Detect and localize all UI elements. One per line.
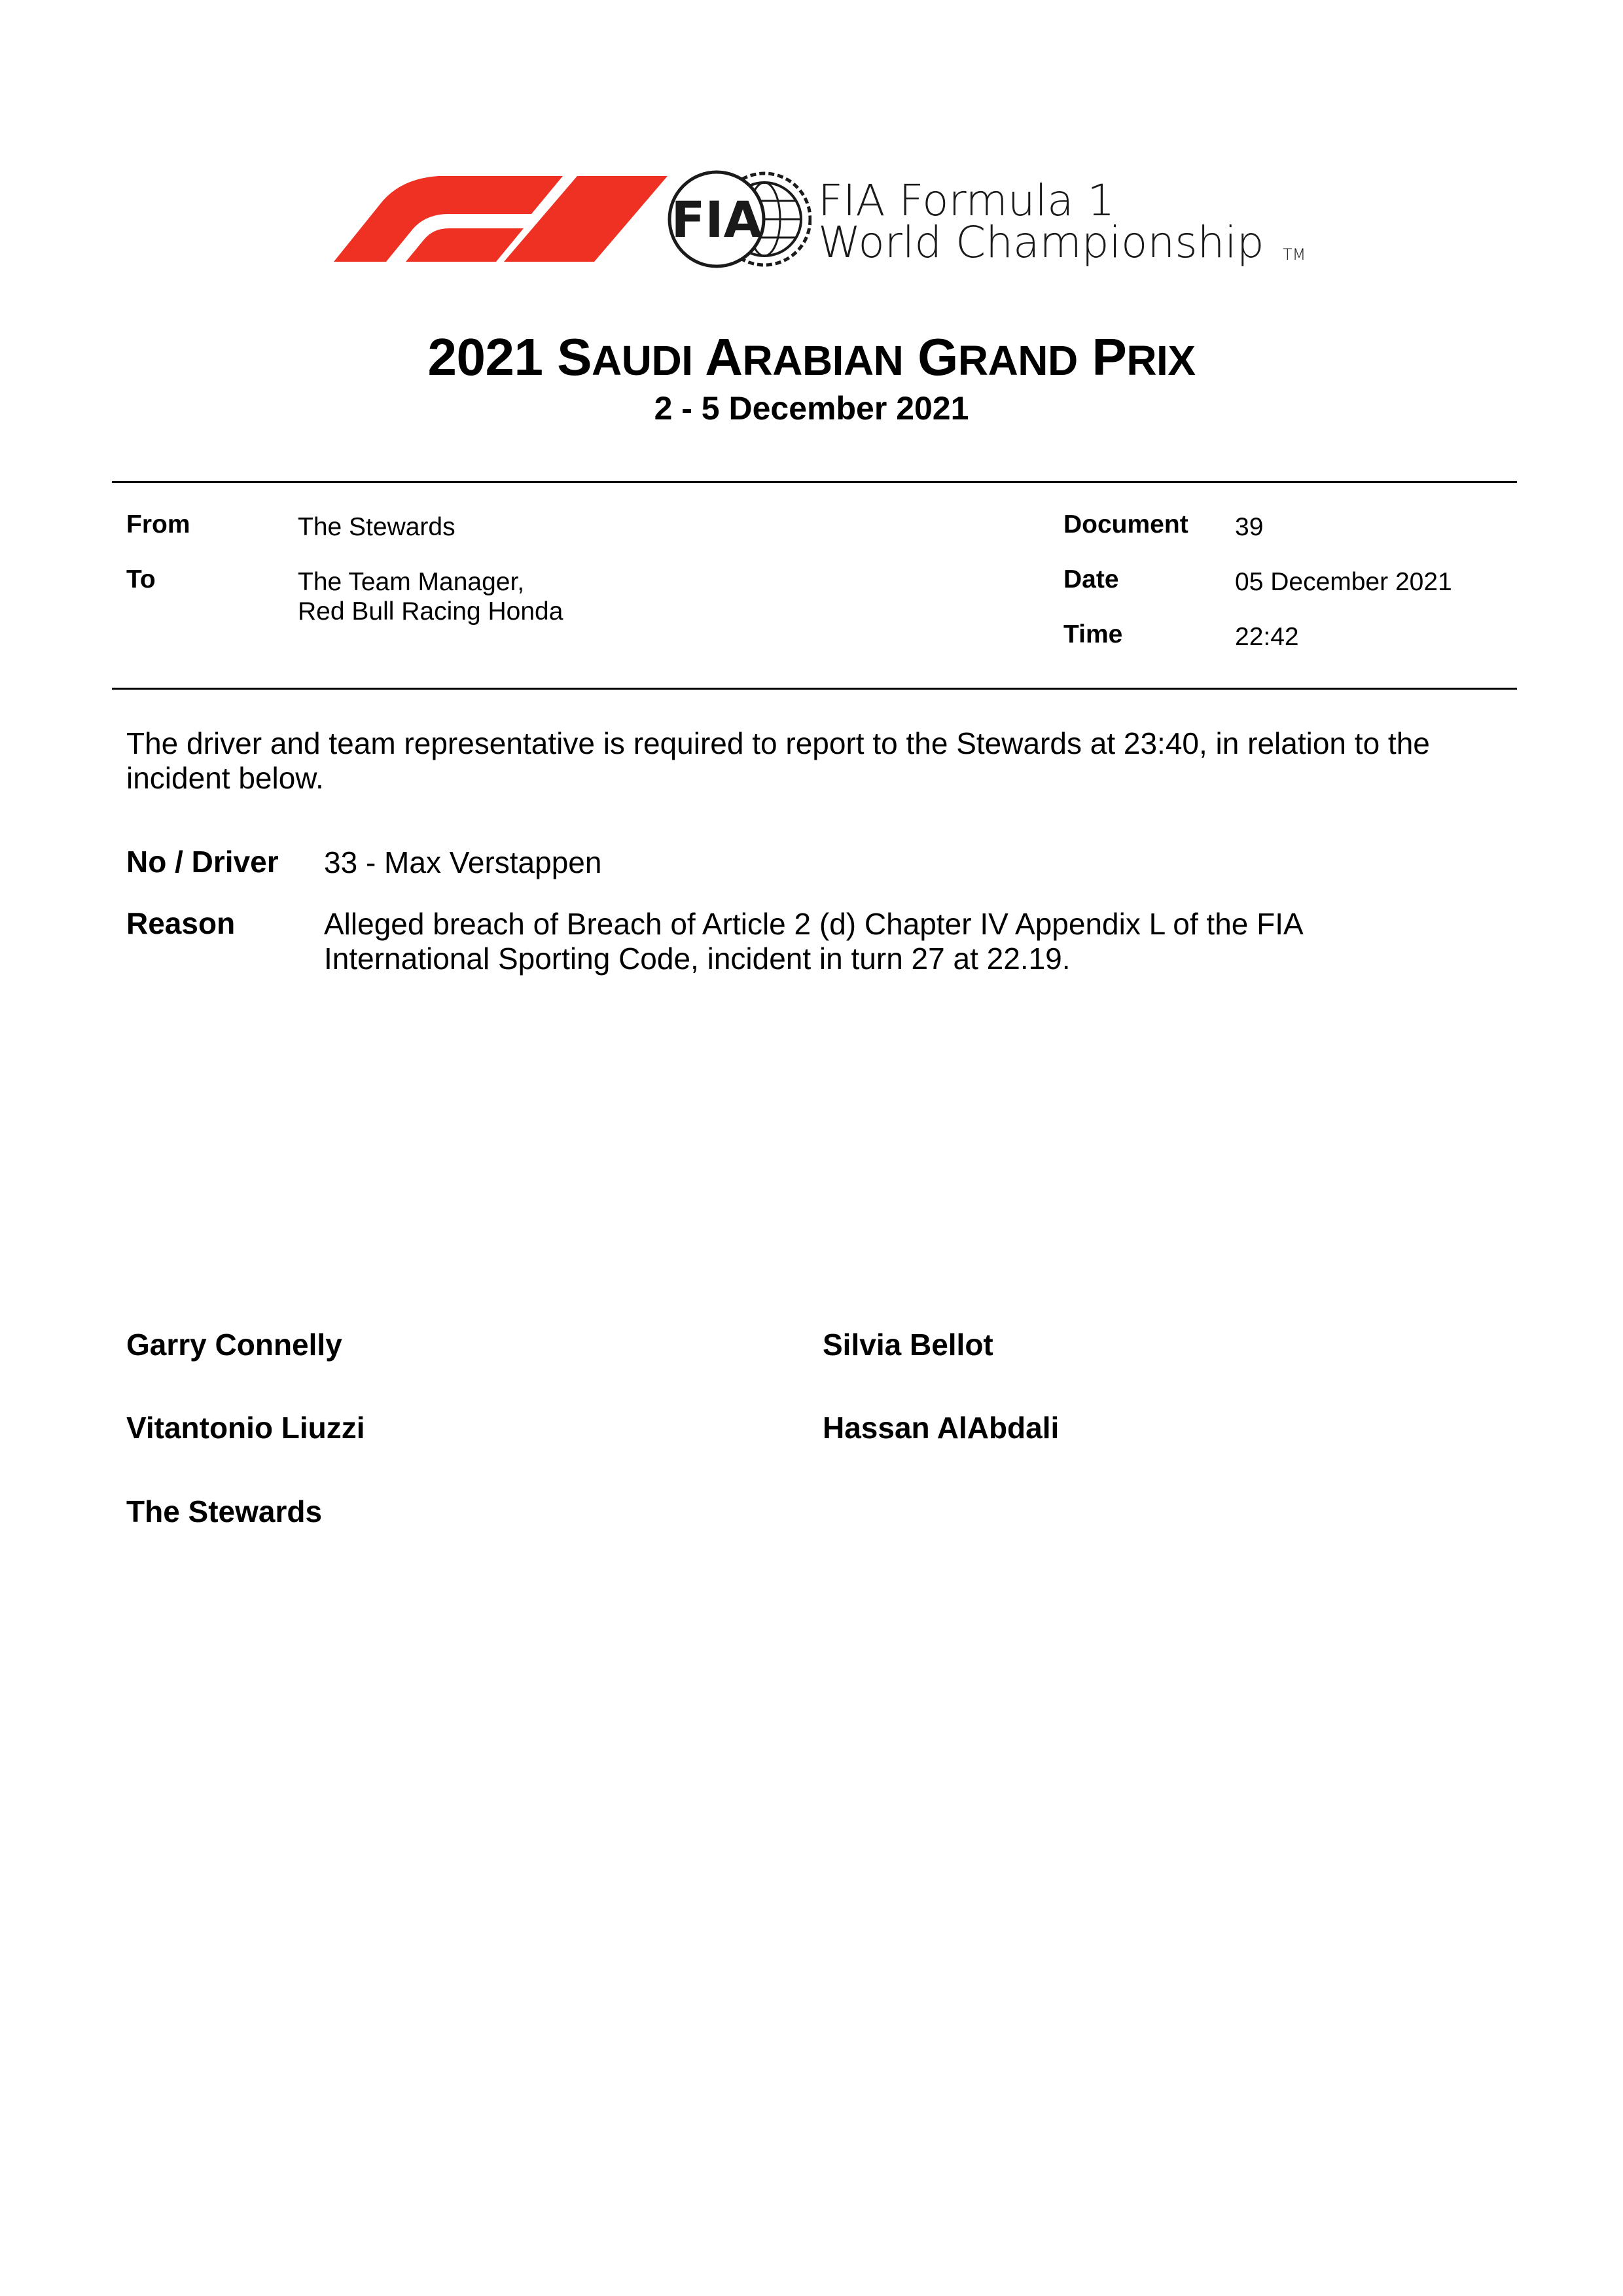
- steward-name: Vitantonio Liuzzi: [126, 1411, 365, 1445]
- date-value: 05 December 2021: [1235, 568, 1452, 596]
- header-top-divider: [112, 481, 1517, 483]
- title-word: GRAND: [918, 328, 1078, 386]
- f1-logo-icon: [334, 173, 674, 265]
- title-word: PRIX: [1092, 328, 1196, 386]
- time-label: Time: [1063, 620, 1123, 648]
- from-value: The Stewards: [298, 513, 455, 541]
- fia-emblem-icon: [668, 170, 812, 268]
- championship-logo: [0, 0, 1623, 301]
- trademark-mark: TM: [1283, 245, 1306, 264]
- header-bottom-divider: [112, 688, 1517, 690]
- driver-value: 33 - Max Verstappen: [324, 845, 602, 879]
- fia-letters: FIA: [671, 190, 762, 249]
- driver-label: No / Driver: [126, 845, 279, 879]
- signoff: The Stewards: [126, 1494, 323, 1528]
- document-label: Document: [1063, 510, 1188, 539]
- reason-label: Reason: [126, 906, 236, 940]
- reason-value: Alleged breach of Breach of Article 2 (d) Chapter IV Appendix L of the FIA International Sporting Code, incident in turn 27 at 22.19.: [324, 907, 1304, 976]
- steward-name: Hassan AlAbdali: [823, 1411, 1060, 1445]
- to-value: The Team Manager, Red Bull Racing Honda: [298, 568, 563, 626]
- document-value: 39: [1235, 513, 1264, 541]
- page-title: [0, 327, 1623, 387]
- to-label: To: [126, 565, 156, 593]
- steward-name: Garry Connelly: [126, 1328, 342, 1362]
- logo-line-1: FIA Formula 1: [818, 175, 1115, 226]
- logo-line-2: World Championship: [818, 217, 1264, 268]
- from-label: From: [126, 510, 190, 539]
- title-word: SAUDI: [557, 328, 693, 386]
- steward-name: Silvia Bellot: [823, 1328, 993, 1362]
- time-value: 22:42: [1235, 623, 1299, 651]
- title-year: 2021: [427, 328, 543, 386]
- date-label: Date: [1063, 565, 1119, 593]
- event-dates: 2 - 5 December 2021: [654, 390, 969, 427]
- intro-paragraph: The driver and team representative is required to report to the Stewards at 23:40, in relation to the incident below.: [126, 726, 1430, 795]
- title-word: ARABIAN: [705, 328, 904, 386]
